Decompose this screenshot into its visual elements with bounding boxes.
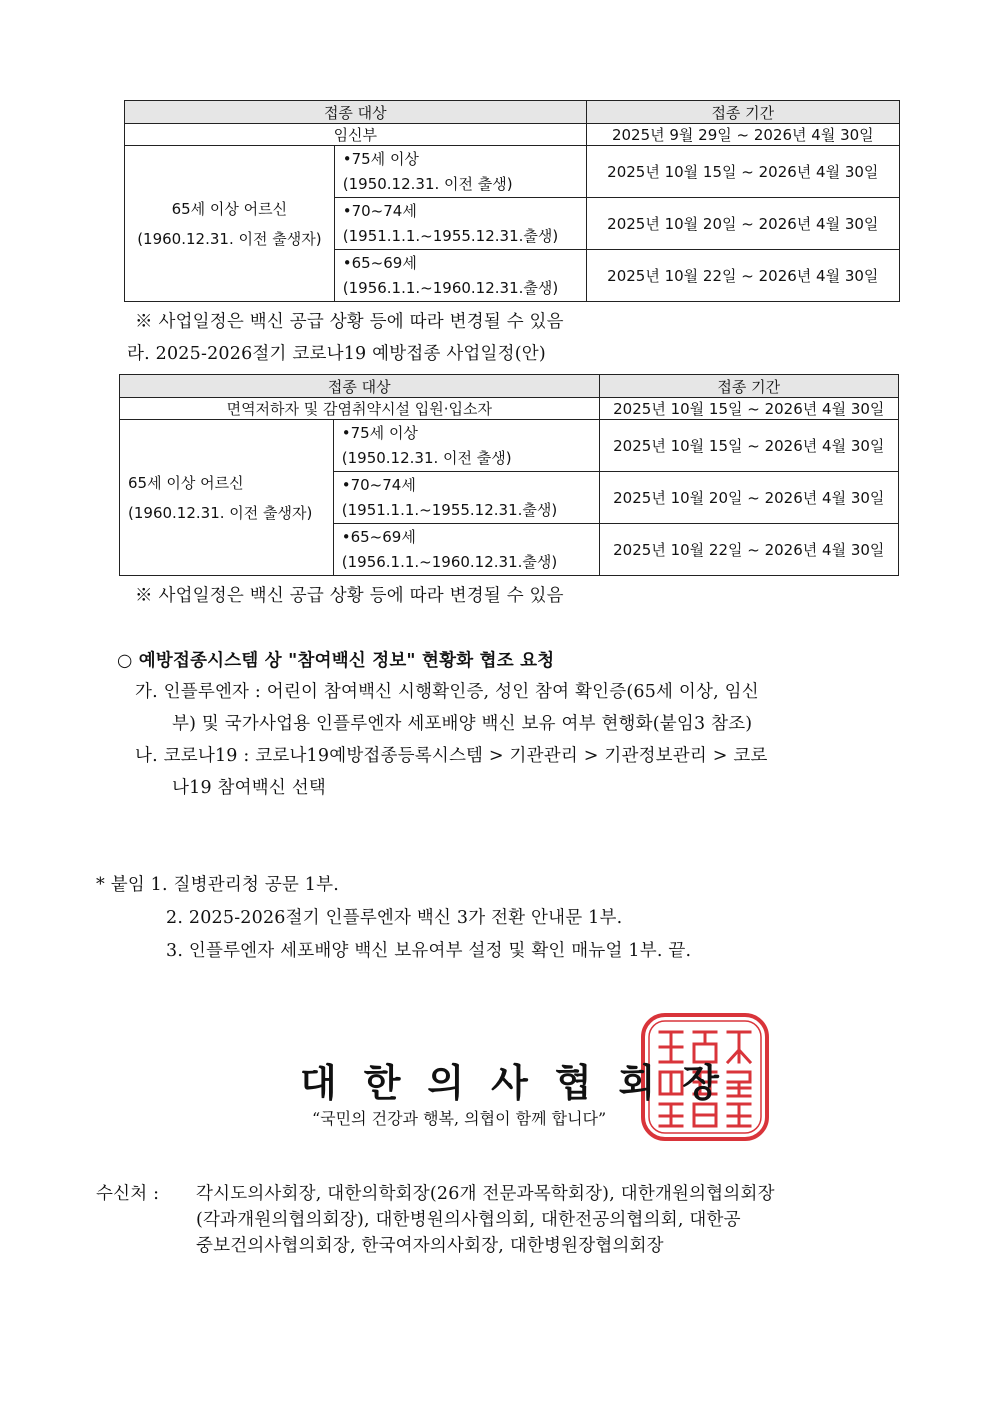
- schedule-note-2: ※ 사업일정은 백신 공급 상황 등에 따라 변경될 수 있음: [135, 586, 564, 606]
- age-band-birth: (1950.12.31. 이전 출생): [342, 174, 513, 193]
- period-65-69: 2025년 10월 22일 ~ 2026년 4월 30일: [586, 250, 899, 302]
- recipients-line1: 각시도의사회장, 대한의학회장(26개 전문과목학회장), 대한개원의협의회장: [196, 1184, 775, 1204]
- age-band-birth: (1951.1.1.~1955.12.31.출생): [341, 500, 558, 519]
- request-na-line2: 나19 참여백신 선택: [172, 778, 326, 798]
- recipients-line3: 중보건의사협의회장, 한국여자의사회장, 대한병원장협의회장: [196, 1236, 664, 1256]
- period-75: 2025년 10월 15일 ~ 2026년 4월 30일: [586, 146, 899, 198]
- request-title: ○ 예방접종시스템 상 "참여백신 정보" 현황화 협조 요청: [117, 651, 555, 671]
- age-band-birth: (1956.1.1.~1960.12.31.출생): [341, 552, 558, 571]
- period-70-74: 2025년 10월 20일 ~ 2026년 4월 30일: [599, 472, 898, 524]
- group-birth-range: (1960.12.31. 이전 출생자): [128, 503, 313, 522]
- age-band-65-69: [333, 524, 599, 576]
- age-band-75: [333, 420, 599, 472]
- slogan: “국민의 건강과 행복, 의협이 함께 합니다”: [312, 1109, 607, 1128]
- attachment-2: 2. 2025-2026절기 인플루엔자 백신 3가 전환 안내문 1부.: [166, 908, 623, 928]
- age-band-label: •65~69세: [342, 253, 417, 272]
- group-label: 65세 이상 어르신: [128, 473, 244, 492]
- section-ra-heading: 라. 2025-2026절기 코로나19 예방접종 사업일정(안): [127, 344, 546, 364]
- pregnant-label: 임신부: [125, 124, 587, 146]
- elderly-group-cell: [120, 420, 334, 576]
- header-period: 접종 기간: [599, 375, 898, 398]
- special-group-label: 면역저하자 및 감염취약시설 입원·입소자: [120, 398, 600, 420]
- header-target: 접종 대상: [120, 375, 600, 398]
- special-group-period: 2025년 10월 15일 ~ 2026년 4월 30일: [599, 398, 898, 420]
- age-band-70-74: [333, 472, 599, 524]
- request-na-line1: 나. 코로나19 : 코로나19예방접종등록시스템 > 기관관리 > 기관정보관리 > 코로: [135, 746, 768, 766]
- age-band-70-74: [334, 198, 586, 250]
- schedule-note-1: ※ 사업일정은 백신 공급 상황 등에 따라 변경될 수 있음: [135, 312, 564, 332]
- age-band-label: •75세 이상: [341, 423, 418, 442]
- group-birth-range: (1960.12.31. 이전 출생자): [137, 229, 322, 248]
- age-band-birth: (1951.1.1.~1955.12.31.출생): [342, 226, 559, 245]
- elderly-group-cell: [125, 146, 335, 302]
- header-period: 접종 기간: [586, 101, 899, 124]
- age-band-label: •70~74세: [341, 475, 416, 494]
- sender-name: 대한의사협회장: [300, 1060, 746, 1105]
- recipients-line2: (각과개원의협의회장), 대한병원의사협의회, 대한전공의협의회, 대한공: [196, 1210, 741, 1230]
- recipients-label: 수신처 :: [96, 1184, 160, 1204]
- header-target: 접종 대상: [125, 101, 587, 124]
- influenza-schedule-table: [124, 100, 900, 302]
- age-band-birth: (1950.12.31. 이전 출생): [341, 448, 512, 467]
- age-band-65-69: [334, 250, 586, 302]
- age-band-birth: (1956.1.1.~1960.12.31.출생): [342, 278, 559, 297]
- age-band-label: •65~69세: [341, 527, 416, 546]
- pregnant-period: 2025년 9월 29일 ~ 2026년 4월 30일: [586, 124, 899, 146]
- age-band-75: [334, 146, 586, 198]
- period-75: 2025년 10월 15일 ~ 2026년 4월 30일: [599, 420, 898, 472]
- attachment-1: * 붙임 1. 질병관리청 공문 1부.: [96, 875, 340, 895]
- group-label: 65세 이상 어르신: [171, 199, 288, 218]
- request-ga-line2: 부) 및 국가사업용 인플루엔자 세포배양 백신 보유 여부 현행화(붙임3 참조): [172, 714, 753, 734]
- period-70-74: 2025년 10월 20일 ~ 2026년 4월 30일: [586, 198, 899, 250]
- age-band-label: •75세 이상: [342, 149, 419, 168]
- period-65-69: 2025년 10월 22일 ~ 2026년 4월 30일: [599, 524, 898, 576]
- attachment-3: 3. 인플루엔자 세포배양 백신 보유여부 설정 및 확인 매뉴얼 1부. 끝.: [166, 941, 692, 961]
- request-ga-line1: 가. 인플루엔자 : 어린이 참여백신 시행확인증, 성인 참여 확인증(65세 이상, 임신: [135, 682, 759, 702]
- covid-schedule-table: [119, 374, 899, 576]
- age-band-label: •70~74세: [342, 201, 417, 220]
